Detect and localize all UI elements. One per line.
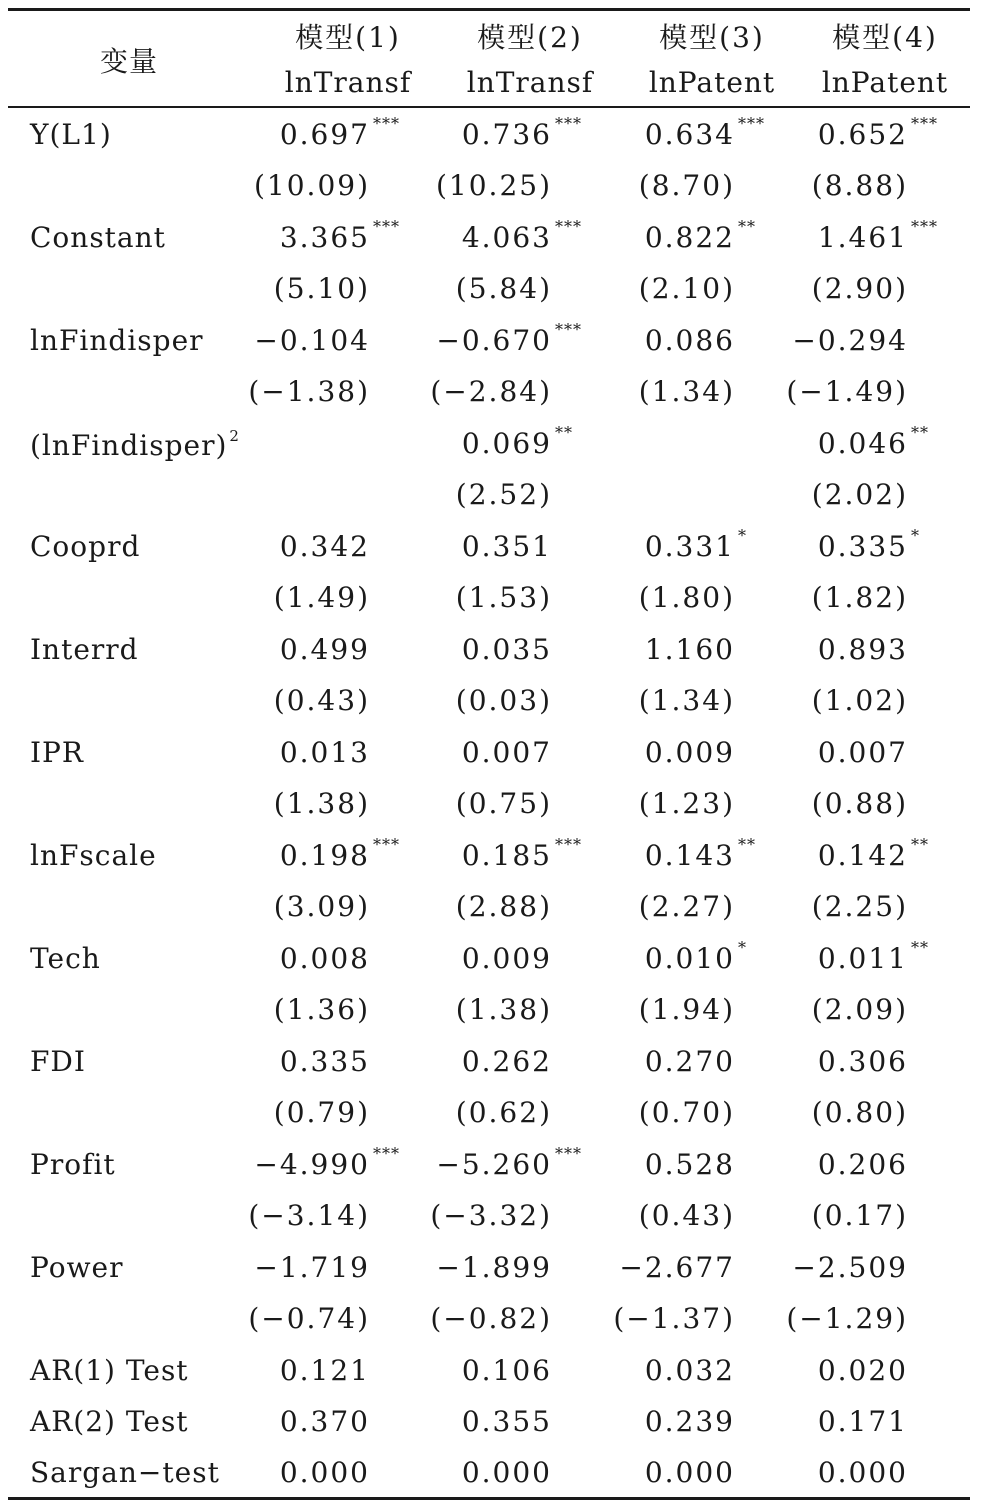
coefficient-cell: 0.007 <box>461 736 552 769</box>
t-statistic-cell: (−3.14) <box>248 1199 370 1232</box>
t-statistic-cell: (10.25) <box>435 169 552 202</box>
coefficient-cell: 0.528 <box>644 1148 735 1181</box>
t-statistic-cell: (3.09) <box>273 890 370 923</box>
t-statistic-cell: (1.38) <box>455 993 552 1026</box>
test-value-cell: 0.000 <box>817 1456 908 1489</box>
significance-stars: ** <box>911 835 929 854</box>
column-dependent-variable: lnTransf <box>284 66 412 99</box>
significance-stars: *** <box>555 1144 582 1163</box>
coefficient-cell: 0.046 ** <box>817 423 929 460</box>
t-statistic-cell: (1.80) <box>638 581 735 614</box>
row-label: Power <box>30 1251 124 1284</box>
coefficient-cell: 0.086 <box>644 324 735 357</box>
table-bottom-rule <box>8 1497 970 1500</box>
t-statistic-cell: (1.02) <box>811 684 908 717</box>
significance-stars: ** <box>738 835 756 854</box>
t-statistic-cell: (−1.29) <box>786 1302 908 1335</box>
coefficient-cell: 0.009 <box>461 942 552 975</box>
t-statistic-cell: (0.43) <box>273 684 370 717</box>
coefficient-cell: 0.185 *** <box>461 835 582 872</box>
coefficient-cell: 0.008 <box>279 942 370 975</box>
t-statistic-cell: (−3.32) <box>430 1199 552 1232</box>
table-header-rule <box>8 106 970 108</box>
significance-stars: ** <box>738 217 756 236</box>
row-label: Interrd <box>30 633 139 666</box>
coefficient-cell: 0.351 <box>461 530 552 563</box>
coefficient-cell: 3.365 *** <box>279 217 400 254</box>
t-statistic-cell: (−1.37) <box>613 1302 735 1335</box>
coefficient-cell: 0.142 ** <box>817 835 929 872</box>
coefficient-cell: 0.007 <box>817 736 908 769</box>
t-statistic-cell: (0.70) <box>638 1096 735 1129</box>
t-statistic-cell: (0.62) <box>455 1096 552 1129</box>
row-label: Y(L1) <box>30 118 112 151</box>
variable-header: 变量 <box>100 45 159 78</box>
t-statistic-cell: (0.80) <box>811 1096 908 1129</box>
significance-stars: *** <box>373 835 400 854</box>
coefficient-cell: 0.331 * <box>644 526 747 563</box>
significance-stars: *** <box>911 217 938 236</box>
t-statistic-cell: (−1.38) <box>248 375 370 408</box>
significance-stars: *** <box>738 114 765 133</box>
t-statistic-cell: (1.36) <box>273 993 370 1026</box>
coefficient-cell: 0.206 <box>817 1148 908 1181</box>
coefficient-cell: −0.294 <box>792 324 908 357</box>
test-value-cell: 0.355 <box>461 1405 552 1438</box>
t-statistic-cell: (1.82) <box>811 581 908 614</box>
significance-stars: *** <box>555 217 582 236</box>
t-statistic-cell: (2.88) <box>455 890 552 923</box>
row-label: Cooprd <box>30 530 141 563</box>
row-label: FDI <box>30 1045 86 1078</box>
test-value-cell: 0.000 <box>644 1456 735 1489</box>
row-label: (lnFindisper) $^2$ <box>30 427 240 462</box>
column-title: 模型(4) <box>832 21 938 54</box>
coefficient-cell: 0.035 <box>461 633 552 666</box>
coefficient-cell: 0.634 *** <box>644 114 765 151</box>
coefficient-cell: 0.013 <box>279 736 370 769</box>
t-statistic-cell: (1.49) <box>273 581 370 614</box>
coefficient-cell: 0.306 <box>817 1045 908 1078</box>
t-statistic-cell: (0.03) <box>455 684 552 717</box>
row-label: IPR <box>30 736 84 769</box>
coefficient-cell: −1.719 <box>254 1251 370 1284</box>
significance-stars: *** <box>555 320 582 339</box>
coefficient-cell: 0.342 <box>279 530 370 563</box>
significance-stars: *** <box>555 114 582 133</box>
coefficient-cell: 0.011 ** <box>817 938 929 975</box>
significance-stars: ** <box>911 423 929 442</box>
coefficient-cell: 0.069 ** <box>461 423 573 460</box>
coefficient-cell: 0.335 * <box>817 526 920 563</box>
t-statistic-cell: (2.09) <box>811 993 908 1026</box>
column-title: 模型(1) <box>295 21 401 54</box>
t-statistic-cell: (2.90) <box>811 272 908 305</box>
coefficient-cell: −1.899 <box>436 1251 552 1284</box>
test-row-label: AR(2) Test <box>30 1405 189 1438</box>
t-statistic-cell: (1.34) <box>638 375 735 408</box>
t-statistic-cell: (1.94) <box>638 993 735 1026</box>
t-statistic-cell: (1.53) <box>455 581 552 614</box>
t-statistic-cell: (8.88) <box>811 169 908 202</box>
test-value-cell: 0.121 <box>279 1354 370 1387</box>
coefficient-cell: 0.009 <box>644 736 735 769</box>
significance-stars: * <box>738 938 747 957</box>
coefficient-cell: 0.270 <box>644 1045 735 1078</box>
t-statistic-cell: (2.27) <box>638 890 735 923</box>
t-statistic-cell: (10.09) <box>253 169 370 202</box>
coefficient-cell: 0.262 <box>461 1045 552 1078</box>
column-title: 模型(3) <box>659 21 765 54</box>
coefficient-cell: −2.509 <box>792 1251 908 1284</box>
t-statistic-cell: (0.79) <box>273 1096 370 1129</box>
column-title: 模型(2) <box>477 21 583 54</box>
t-statistic-cell: (2.02) <box>811 478 908 511</box>
t-statistic-cell: (1.23) <box>638 787 735 820</box>
t-statistic-cell: (0.17) <box>811 1199 908 1232</box>
coefficient-cell: 0.893 <box>817 633 908 666</box>
row-label: lnFindisper <box>30 324 204 357</box>
t-statistic-cell: (−0.74) <box>248 1302 370 1335</box>
t-statistic-cell: (−2.84) <box>430 375 552 408</box>
coefficient-cell: 0.697 *** <box>279 114 400 151</box>
test-value-cell: 0.239 <box>644 1405 735 1438</box>
coefficient-cell: 0.335 <box>279 1045 370 1078</box>
test-value-cell: 0.000 <box>461 1456 552 1489</box>
t-statistic-cell: (2.52) <box>455 478 552 511</box>
test-value-cell: 0.032 <box>644 1354 735 1387</box>
significance-stars: * <box>911 526 920 545</box>
coefficient-cell: 0.652 *** <box>817 114 938 151</box>
column-dependent-variable: lnPatent <box>821 66 949 99</box>
row-label: Constant <box>30 221 166 254</box>
coefficient-cell: −0.670 *** <box>436 320 582 357</box>
significance-stars: *** <box>373 114 400 133</box>
coefficient-cell: 0.499 <box>279 633 370 666</box>
table-top-rule <box>8 8 970 11</box>
significance-stars: *** <box>373 1144 400 1163</box>
significance-stars: *** <box>555 835 582 854</box>
column-dependent-variable: lnTransf <box>466 66 594 99</box>
t-statistic-cell: (2.10) <box>638 272 735 305</box>
coefficient-cell: −5.260 *** <box>436 1144 582 1181</box>
row-label: Profit <box>30 1148 116 1181</box>
coefficient-cell: −2.677 <box>619 1251 735 1284</box>
t-statistic-cell: (−0.82) <box>430 1302 552 1335</box>
t-statistic-cell: (0.43) <box>638 1199 735 1232</box>
coefficient-cell: 0.736 *** <box>461 114 582 151</box>
test-row-label: AR(1) Test <box>30 1354 189 1387</box>
coefficient-cell: 0.143 ** <box>644 835 756 872</box>
coefficient-cell: 1.160 <box>644 633 735 666</box>
row-label: lnFscale <box>30 839 157 872</box>
t-statistic-cell: (1.38) <box>273 787 370 820</box>
significance-stars: ** <box>911 938 929 957</box>
t-statistic-cell: (5.10) <box>273 272 370 305</box>
coefficient-cell: 4.063 *** <box>461 217 582 254</box>
t-statistic-cell: (1.34) <box>638 684 735 717</box>
coefficient-cell: 0.198 *** <box>279 835 400 872</box>
coefficient-cell: −0.104 <box>254 324 370 357</box>
t-statistic-cell: (0.75) <box>455 787 552 820</box>
significance-stars: ** <box>555 423 573 442</box>
coefficient-cell: 1.461 *** <box>817 217 938 254</box>
significance-stars: * <box>738 526 747 545</box>
coefficient-cell: 0.822 ** <box>644 217 756 254</box>
test-row-label: Sargan−test <box>30 1456 220 1489</box>
test-value-cell: 0.020 <box>817 1354 908 1387</box>
significance-stars: *** <box>911 114 938 133</box>
column-dependent-variable: lnPatent <box>648 66 776 99</box>
t-statistic-cell: (2.25) <box>811 890 908 923</box>
coefficient-cell: −4.990 *** <box>254 1144 400 1181</box>
t-statistic-cell: (0.88) <box>811 787 908 820</box>
coefficient-cell: 0.010 * <box>644 938 747 975</box>
significance-stars: *** <box>373 217 400 236</box>
test-value-cell: 0.370 <box>279 1405 370 1438</box>
test-value-cell: 0.171 <box>817 1405 908 1438</box>
t-statistic-cell: (−1.49) <box>786 375 908 408</box>
test-value-cell: 0.000 <box>279 1456 370 1489</box>
t-statistic-cell: (8.70) <box>638 169 735 202</box>
test-value-cell: 0.106 <box>461 1354 552 1387</box>
row-label: Tech <box>30 942 101 975</box>
t-statistic-cell: (5.84) <box>455 272 552 305</box>
